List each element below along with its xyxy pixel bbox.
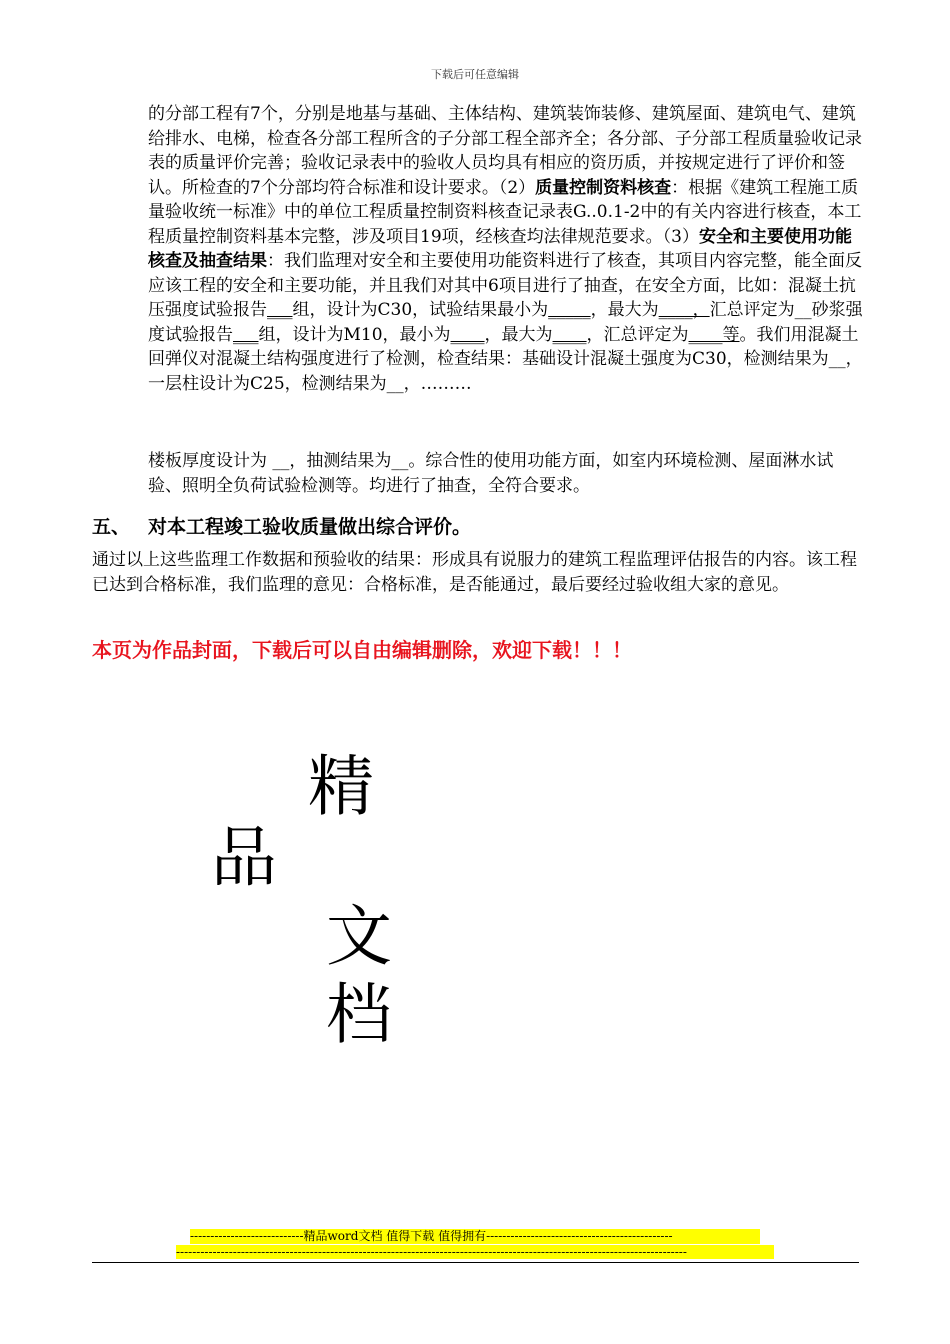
text-run: ，最大为 bbox=[590, 300, 659, 320]
footer-rule bbox=[92, 1262, 859, 1263]
section-heading-5 bbox=[92, 512, 471, 539]
section-title: 对本工程竣工验收质量做出综合评价。 bbox=[148, 516, 472, 538]
body-paragraph-2: 楼板厚度设计为 __，抽测结果为__。综合性的使用功能方面，如室内环境检测、屋面淋水试验、照明全负荷试验检测等。均进行了抽查，全符合要求。 bbox=[148, 451, 834, 496]
blank-underline: ____等 bbox=[688, 324, 740, 345]
text-run: ，最大为 bbox=[484, 324, 553, 345]
text-run: （2） bbox=[498, 177, 536, 198]
footer-line-2: ------------------------------------------------------------------------------------------------------------------------------ bbox=[176, 1245, 774, 1259]
text-run: 组，设计为C30，试验结果最小为 bbox=[292, 300, 549, 320]
body-paragraph-3: 通过以上这些监理工作数据和预验收的结果：形成具有说服力的建筑工程监理评估报告的内容。该工程已达到合格标准，我们监理的意见：合格标准，是否能通过，最后要经过验收组大家的意见。 bbox=[92, 550, 857, 595]
text-run: ，汇总评定为 bbox=[586, 324, 689, 345]
blank-underline: _____ bbox=[548, 300, 591, 320]
bold-heading-quality-control: 质量控制资料核查 bbox=[535, 177, 672, 198]
footer-line-1: ----------------------------精品word文档 值得下载 值得拥有---------------------------------------------- bbox=[190, 1229, 760, 1244]
promo-notice: 本页为作品封面，下载后可以自由编辑删除，欢迎下载！！！ bbox=[92, 638, 632, 662]
blank-underline: ___ bbox=[233, 324, 259, 345]
body-paragraph-1 bbox=[148, 102, 863, 396]
text-run: 汇总评定为__砂浆强度试验报告 bbox=[148, 300, 863, 345]
text-run: 组，设计为M10，最小为 bbox=[258, 324, 451, 345]
cover-char-dang: 档 bbox=[326, 976, 392, 1053]
cover-char-wen: 文 bbox=[326, 898, 392, 975]
cover-char-pin: 品 bbox=[211, 819, 277, 896]
blank-underline: ____ bbox=[552, 324, 587, 345]
text-run: ：我们监理对安全和主要使用功能资料进行了核查，其项目内容完整，能全面反应该工程的安全和主要功能，并且我们对其中6项目进行了抽查，在安全方面，比如：混凝土抗压强度试验报告 bbox=[148, 251, 862, 320]
cover-char-jing: 精 bbox=[308, 748, 374, 825]
blank-underline: ____ bbox=[450, 324, 485, 345]
bold-heading-safety-check: 安全和主要使用功能核查及抽查结果 bbox=[148, 226, 852, 271]
blank-underline: ____， bbox=[658, 300, 710, 320]
text-run: 的分部工程有7个，分别是地基与基础、主体结构、建筑装饰装修、建筑屋面、建筑电气、建筑给排水、电梯，检查各分部工程所含的子分部工程全部齐全；各分部、子分部工程质量验收记录表的质量评价完善；验收记录表中的验收人员均具有相应的资历质，并按规定进行了评价和签认。所检查的7个分部均符合标准和设计要求。 bbox=[148, 104, 862, 198]
text-run: 。我们用混凝土回弹仪对混凝土结构强度进行了检测，检查结果：基础设计混凝土强度为C30，检测结果为__，一层柱设计为C25，检测结果为__，……… bbox=[148, 324, 863, 394]
page-header: 下载后可任意编辑 bbox=[431, 68, 519, 81]
text-run: ：根据《建筑工程施工质量验收统一标准》中的单位工程质量控制资料核查记录表G..0.1-2中的有关内容进行核查，本工程质量控制资料基本完整，涉及项目19项，经核查均法律规范要求。（3） bbox=[148, 177, 862, 247]
section-number: 五、 bbox=[92, 516, 131, 538]
blank-underline: ___ bbox=[267, 300, 293, 320]
